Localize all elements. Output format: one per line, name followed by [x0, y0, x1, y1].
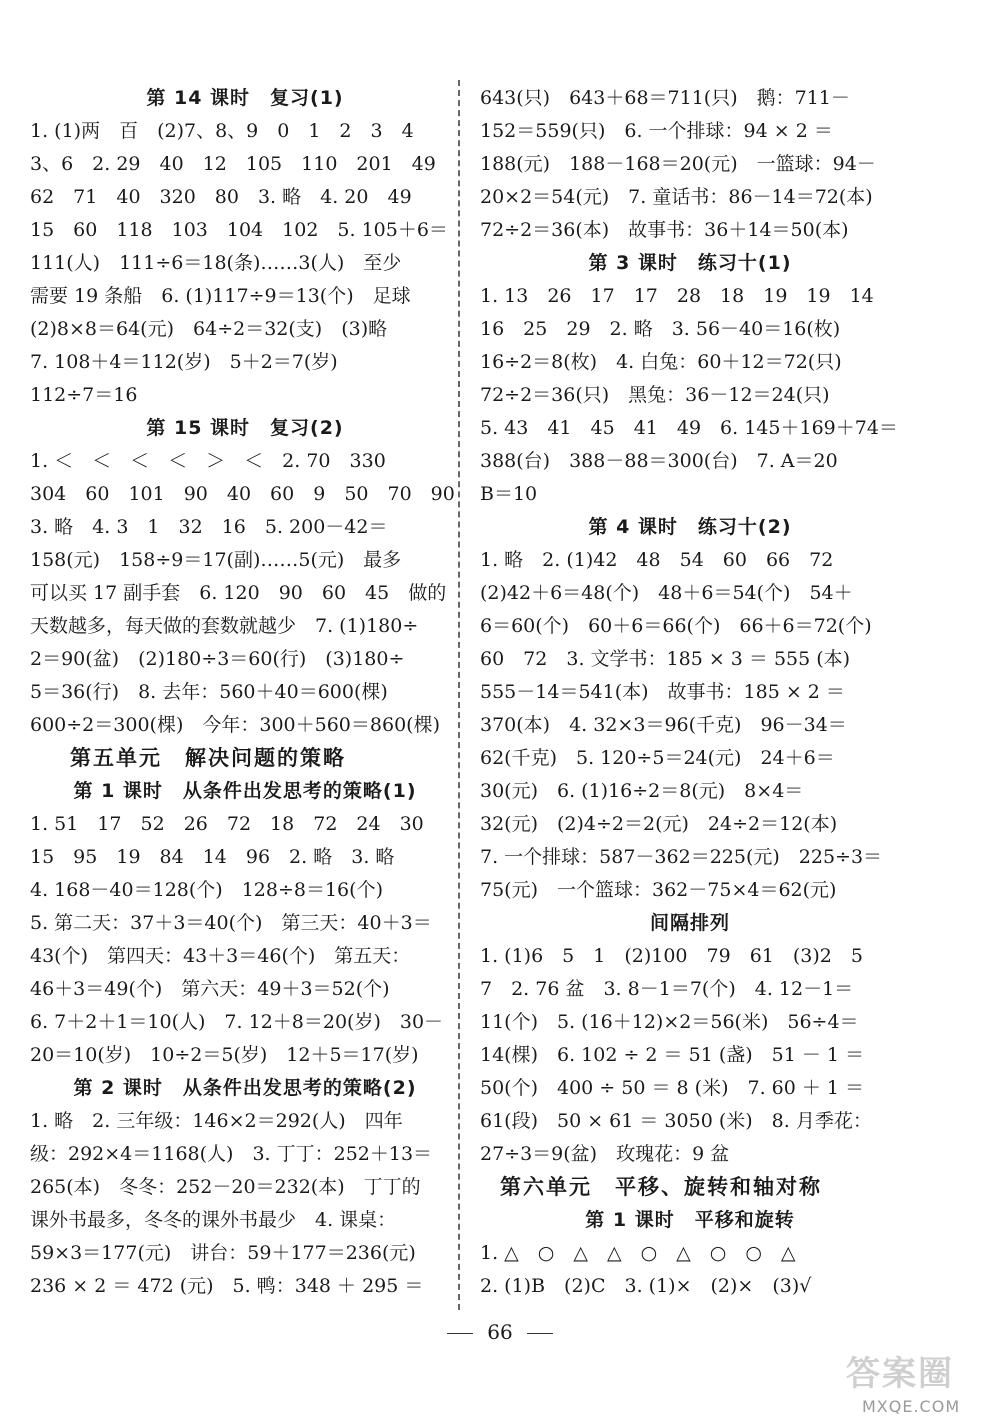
answer-line: 59×3＝177(元) 讲台：59＋177＝236(元): [30, 1242, 416, 1264]
answer-line: 1. 13 26 17 17 28 18 19 19 14: [480, 285, 874, 307]
answer-line: 7. 108＋4＝112(岁) 5＋2＝7(岁): [30, 351, 338, 373]
answer-line: 3. 略 4. 3 1 32 16 5. 200－42＝: [30, 516, 388, 538]
lesson-heading: 第 4 课时 练习十(2): [588, 516, 792, 538]
answer-line: 152＝559(只) 6. 一个排球：94 × 2 ＝: [480, 120, 833, 142]
answer-line: 72÷2＝36(本) 故事书：36＋14＝50(本): [480, 219, 849, 241]
lesson-heading: 第 2 课时 从条件出发思考的策略(2): [73, 1077, 417, 1099]
lesson-heading: 第 1 课时 从条件出发思考的策略(1): [73, 780, 417, 802]
answer-line: 30(元) 6. (1)16÷2＝8(元) 8×4＝: [480, 780, 804, 802]
answer-line: 555－14＝541(本) 故事书：185 × 2 ＝: [480, 681, 845, 703]
lesson-heading: 间隔排列: [649, 912, 730, 934]
footer-dash-right: [527, 1333, 553, 1334]
answer-line: 50(个) 400 ÷ 50 ＝ 8 (米) 7. 60 ＋ 1 ＝: [480, 1077, 865, 1099]
answer-line: 1. (1)两 百 (2)7、8、9 0 1 2 3 4: [30, 120, 414, 142]
watermark-logo: 答案圈: [846, 1354, 954, 1394]
answer-line: 388(台) 388－88＝300(台) 7. A＝20: [480, 450, 838, 472]
answer-line: 75(元) 一个篮球：362－75×4＝62(元): [480, 879, 837, 901]
answer-line: 20＝10(岁) 10÷2＝5(岁) 12＋5＝17(岁): [30, 1044, 419, 1066]
lesson-heading: 第 14 课时 复习(1): [146, 87, 344, 109]
answer-line: 11(个) 5. (16＋12)×2＝56(米) 56÷4＝: [480, 1011, 859, 1033]
answer-line: 15 95 19 84 14 96 2. 略 3. 略: [30, 846, 395, 868]
answer-line: 112÷7＝16: [30, 384, 138, 406]
answer-line: 3、6 2. 29 40 12 105 110 201 49: [30, 153, 436, 175]
answer-line: 16÷2＝8(枚) 4. 白兔：60＋12＝72(只): [480, 351, 842, 373]
answer-line: 需要 19 条船 6. (1)117÷9＝13(个) 足球: [30, 285, 411, 307]
answer-line: 46＋3＝49(个) 第六天：49＋3＝52(个): [30, 978, 390, 1000]
answer-line: 600÷2＝300(棵) 今年：300＋560＝860(棵): [30, 714, 440, 736]
answer-line: 5＝36(行) 8. 去年：560＋40＝600(棵): [30, 681, 388, 703]
answer-line: 20×2＝54(元) 7. 童话书：86－14＝72(本): [480, 186, 873, 208]
answer-line: 304 60 101 90 40 60 9 50 70 90: [30, 483, 455, 505]
answer-line: 61(段) 50 × 61 ＝ 3050 (米) 8. 月季花：: [480, 1110, 872, 1132]
answer-line: 60 72 3. 文学书：185 × 3 ＝ 555 (本): [480, 648, 851, 670]
answer-line: B＝10: [480, 483, 538, 505]
answer-line: 天数越多，每天做的套数就越少 7. (1)180÷: [30, 615, 419, 637]
answer-line: 236 × 2 ＝ 472 (元) 5. 鸭：348 ＋ 295 ＝: [30, 1275, 424, 1297]
answer-line: (2)42＋6＝48(个) 48＋6＝54(个) 54＋: [480, 582, 853, 604]
answer-line: 62(千克) 5. 120÷5＝24(元) 24＋6＝: [480, 747, 835, 769]
answer-line: 32(元) (2)4÷2＝2(元) 24÷2＝12(本): [480, 813, 838, 835]
answer-line: 7 2. 76 盆 3. 8－1＝7(个) 4. 12－1＝: [480, 978, 854, 1000]
answer-line: 15 60 118 103 104 102 5. 105＋6＝: [30, 219, 448, 241]
answer-line: 1. △ ○ △ △ ○ △ ○ ○ △: [480, 1242, 796, 1264]
lesson-heading: 第 15 课时 复习(2): [146, 417, 344, 439]
answer-line: 72÷2＝36(只) 黑兔：36－12＝24(只): [480, 384, 830, 406]
column-divider: [458, 80, 460, 1310]
answer-line: 188(元) 188－168＝20(元) 一篮球：94－: [480, 153, 876, 175]
unit-heading: 第五单元 解决问题的策略: [70, 746, 346, 770]
answer-line: 7. 一个排球：587－362＝225(元) 225÷3＝: [480, 846, 883, 868]
left-column: [30, 82, 460, 1303]
answer-line: 2. (1)B (2)C 3. (1)× (2)× (3)√: [480, 1275, 812, 1297]
answer-line: 1. 51 17 52 26 72 18 72 24 30: [30, 813, 424, 835]
answer-line: (2)8×8＝64(元) 64÷2＝32(支) (3)略: [30, 318, 388, 340]
answer-line: 27÷3＝9(盆) 玫瑰花：9 盆: [480, 1143, 730, 1165]
answer-line: 370(本) 4. 32×3＝96(千克) 96－34＝: [480, 714, 847, 736]
watermark: [836, 1346, 986, 1416]
answer-line: 2＝90(盆) (2)180÷3＝60(行) (3)180÷: [30, 648, 405, 670]
answer-line: 5. 第二天：37＋3＝40(个) 第三天：40＋3＝: [30, 912, 432, 934]
answer-line: 1. 略 2. (1)42 48 54 60 66 72: [480, 549, 834, 571]
answer-line: 6＝60(个) 60＋6＝66(个) 66＋6＝72(个): [480, 615, 872, 637]
answer-line: 62 71 40 320 80 3. 略 4. 20 49: [30, 186, 412, 208]
answer-line: 643(只) 643＋68＝711(只) 鹅：711－: [480, 87, 850, 109]
answer-line: 1. ＜ ＜ ＜ ＜ ＞ ＜ 2. 70 330: [30, 450, 386, 472]
answer-line: 1. 略 2. 三年级：146×2＝292(人) 四年: [30, 1110, 403, 1132]
answer-line: 1. (1)6 5 1 (2)100 79 61 (3)2 5: [480, 945, 863, 967]
page-number: 66: [487, 1320, 513, 1344]
answer-line: 158(元) 158÷9＝17(副)……5(元) 最多: [30, 549, 402, 571]
answer-line: 16 25 29 2. 略 3. 56－40＝16(枚): [480, 318, 841, 340]
answer-line: 可以买 17 副手套 6. 120 90 60 45 做的: [30, 582, 447, 604]
right-column: [480, 82, 900, 1303]
watermark-url: MXQE.COM: [862, 1397, 961, 1416]
footer-dash-left: [447, 1333, 473, 1334]
answer-line: 6. 7＋2＋1＝10(人) 7. 12＋8＝20(岁) 30－: [30, 1011, 444, 1033]
answer-line: 4. 168－40＝128(个) 128÷8＝16(个): [30, 879, 383, 901]
answer-line: 43(个) 第四天：43＋3＝46(个) 第五天：: [30, 945, 411, 967]
unit-heading: 第六单元 平移、旋转和轴对称: [500, 1175, 822, 1199]
answer-line: 5. 43 41 45 41 49 6. 145＋169＋74＝: [480, 417, 898, 439]
lesson-heading: 第 3 课时 练习十(1): [588, 252, 792, 274]
page-footer: [0, 1320, 1000, 1344]
lesson-heading: 第 1 课时 平移和旋转: [585, 1209, 795, 1231]
answer-line: 课外书最多，冬冬的课外书最少 4. 课桌：: [30, 1209, 397, 1231]
answer-line: 14(棵) 6. 102 ÷ 2 ＝ 51 (盏) 51 － 1 ＝: [480, 1044, 865, 1066]
answer-line: 111(人) 111÷6＝18(条)……3(人) 至少: [30, 252, 402, 274]
answer-line: 级：292×4＝1168(人) 3. 丁丁：252＋13＝: [30, 1143, 433, 1165]
answer-line: 265(本) 冬冬：252－20＝232(本) 丁丁的: [30, 1176, 421, 1198]
